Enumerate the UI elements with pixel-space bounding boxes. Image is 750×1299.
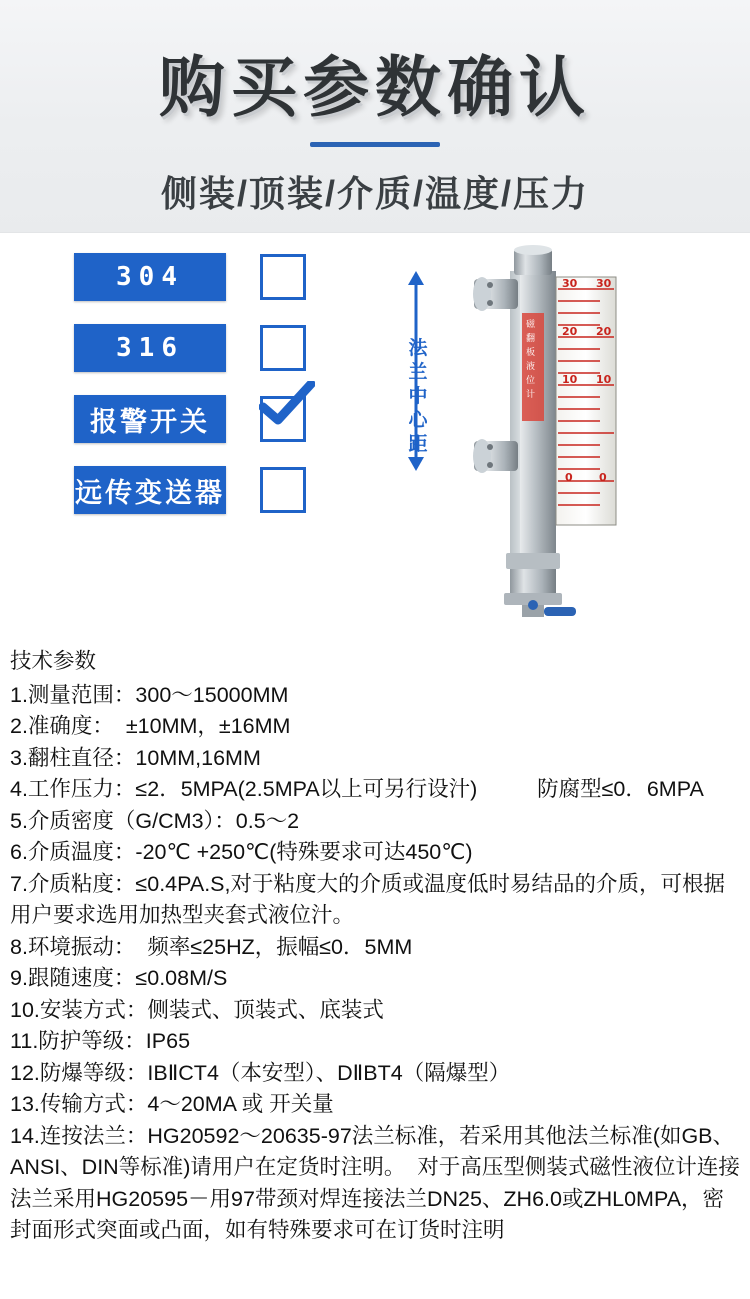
tech-spec-line-10: 10.安装方式：侧装式、顶装式、底装式 (10, 997, 384, 1022)
flange-dimension-label: 法兰中心距 (408, 338, 428, 455)
checkbox-alarm-switch[interactable] (260, 396, 306, 442)
svg-text:磁: 磁 (526, 320, 536, 330)
checkbox-remote-transmitter[interactable] (260, 467, 306, 513)
svg-text:20: 20 (596, 325, 612, 338)
tech-spec-line-2: 2.准确度： ±10MM，±16MM (10, 714, 291, 738)
svg-text:液: 液 (526, 362, 536, 372)
svg-text:位: 位 (526, 376, 536, 386)
tech-spec-section (0, 638, 750, 1273)
level-gauge-illustration-icon (470, 241, 720, 631)
tech-spec-heading: 技术参数 (10, 649, 97, 673)
svg-text:10: 10 (562, 373, 578, 386)
checkmark-icon (259, 381, 315, 427)
option-row-remote-transmitter (74, 466, 306, 514)
tech-spec-line-3: 3.翻柱直径：10MM,16MM (10, 745, 261, 770)
tech-spec-line-4: 4.工作压力：≤2．5MPA(2.5MPA以上可另行设汁) 防腐型≤0．6MPA (10, 777, 704, 801)
option-row-316 (74, 324, 306, 372)
tech-spec-line-5: 5.介质密度（G/CM3）：0.5～2 (10, 808, 300, 833)
flange-dimension (383, 271, 453, 511)
tech-spec-line-6: 6.介质温度：-20℃ +250℃(特殊要求可达450℃) (10, 840, 473, 864)
svg-text:10: 10 (596, 373, 612, 386)
checkbox-304[interactable] (260, 254, 306, 300)
svg-text:0: 0 (565, 471, 573, 484)
tech-spec-line-7: 7.介质粘度：≤0.4PA.S,对于粘度大的介质或温度低时易结品的介质，可根据用户要求选用加热型夹套式液位汁。 (10, 871, 725, 927)
tech-spec-line-1: 1.测量范围：300～15000MM (10, 682, 289, 707)
page-subtitle: 侧装/顶装/介质/温度/压力 (160, 173, 589, 214)
option-list (74, 253, 306, 537)
page-header (0, 0, 750, 233)
svg-text:20: 20 (562, 325, 578, 338)
option-label-alarm-switch: 报警开关 (74, 395, 226, 443)
title-divider (310, 142, 440, 147)
svg-text:计: 计 (526, 390, 536, 400)
svg-text:翻: 翻 (526, 334, 536, 344)
option-row-304 (74, 253, 306, 301)
level-gauge-image (470, 241, 720, 631)
tech-spec-line-9: 9.跟随速度：≤0.08M/S (10, 966, 228, 990)
tech-spec-line-11: 11.防护等级：IP65 (10, 1029, 191, 1053)
selection-section (0, 233, 750, 638)
svg-text:板: 板 (526, 348, 536, 358)
svg-text:0: 0 (599, 471, 607, 484)
option-label-304: 304 (74, 253, 226, 301)
tech-spec-line-8: 8.环境振动： 频率≤25HZ，振幅≤0．5MM (10, 934, 413, 959)
option-label-remote-transmitter: 远传变送器 (74, 466, 226, 514)
svg-text:30: 30 (596, 277, 612, 290)
page-title: 购买参数确认 (159, 49, 591, 126)
tech-spec-line-12: 12.防爆等级：IBⅡCT4（本安型）、DⅡBT4（隔爆型） (10, 1060, 511, 1085)
option-row-alarm-switch (74, 395, 306, 443)
tech-spec-line-14: 14.连按法兰：HG20592～20635-97法兰标准，若采用其他法兰标准(如GB、ANSI、DIN等标准)请用户在定货时注明。 对于高压型侧装式磁性液位计连接法兰采用HG20595－用97带颈对焊连接法兰DN25、ZH6.0或ZHL0MPA，密封面形式突面或凸面，如有特殊要求可在订货时注明 (10, 1123, 740, 1242)
checkbox-316[interactable] (260, 325, 306, 371)
svg-text:30: 30 (562, 277, 578, 290)
option-label-316: 316 (74, 324, 226, 372)
tech-spec-line-13: 13.传输方式：4～20MA 或 开关量 (10, 1092, 334, 1116)
